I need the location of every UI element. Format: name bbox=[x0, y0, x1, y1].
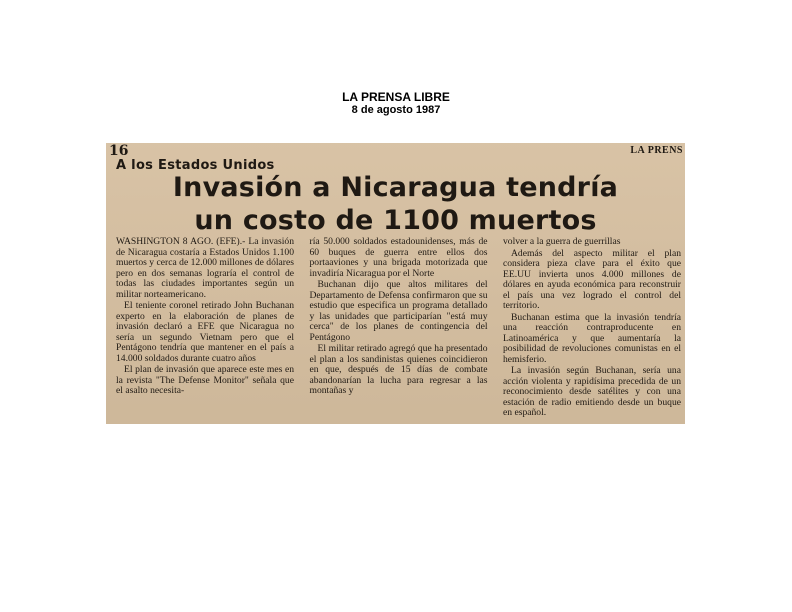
article-column-1 bbox=[116, 237, 294, 420]
paragraph: La invasión según Buchanan, sería una acción violenta y rapidísima precedida de un reconocimiento desde satélites y con una estación de radio emitiendo desde un buque en español. bbox=[503, 365, 681, 418]
paragraph: Buchanan estima que la invasión tendría una reacción contraproducente en Latinoamérica y que aumentaría la posibilidad de revoluciones comunistas en el hemisferio. bbox=[503, 311, 681, 365]
page-number: 16 bbox=[109, 143, 129, 159]
newspaper-name: LA PRENS bbox=[630, 145, 683, 156]
headline-line-1: Invasión a Nicaragua tendría bbox=[172, 172, 619, 203]
document-header bbox=[0, 90, 792, 117]
paragraph: Buchanan dijo que altos militares del Departamento de Defensa confirmaron que su estudio que especifica un programa detallado y las unidades que participarían "está muy cerca" de los planes de contingencia del Pentágono bbox=[309, 279, 488, 343]
newspaper-clipping bbox=[106, 143, 685, 424]
paragraph: volver a la guerra de guerrillas bbox=[503, 236, 621, 247]
paragraph: ría 50.000 soldados estadounidenses, más de 60 buques de guerra entre ellos dos portaaviones y una brigada motorizada que invadiría Nicaragua por el Norte bbox=[309, 236, 488, 279]
paragraph: El teniente coronel retirado John Buchanan experto en la elaboración de planes de invasión declaró a EFE que Nicaragua no sería un segundo Vietnam pero que el Pentágono tendría que mantener en el país a 14.000 soldados durante cuatro años bbox=[116, 300, 294, 364]
paragraph: El plan de invasión que aparece este mes en la revista "The Defense Monitor" señala que el asalto necesita- bbox=[116, 364, 294, 396]
article-column-2 bbox=[310, 237, 488, 420]
headline bbox=[106, 171, 685, 237]
headline-line-2: un costo de 1100 muertos bbox=[194, 205, 597, 236]
document-date: 8 de agosto 1987 bbox=[351, 104, 441, 116]
article-column-3 bbox=[503, 237, 681, 420]
section-heading: A los Estados Unidos bbox=[116, 158, 275, 173]
paragraph: El militar retirado agregó que ha presentado el plan a los sandinistas quienes coincidieron en que, después de 15 días de combate abandonarían la lucha para regresar a las montañas y bbox=[309, 343, 488, 396]
paragraph: Además del aspecto militar el plan considera pieza clave para el éxito que EE.UU invierta unos 4.000 millones de dólares en ayuda económica para reconstruir el país una vez logrado el control del territorio. bbox=[503, 247, 681, 311]
document-title: LA PRENSA LIBRE bbox=[342, 90, 450, 104]
paragraph: WASHINGTON 8 AGO. (EFE).- La invasión de Nicaragua costaría a Estados Unidos 1.100 muertos y cerca de 12.000 millones de dólares pero en dos semanas lograría el control de todas las ciudades importantes según un militar norteamericano. bbox=[116, 236, 294, 300]
article-columns bbox=[116, 237, 681, 420]
